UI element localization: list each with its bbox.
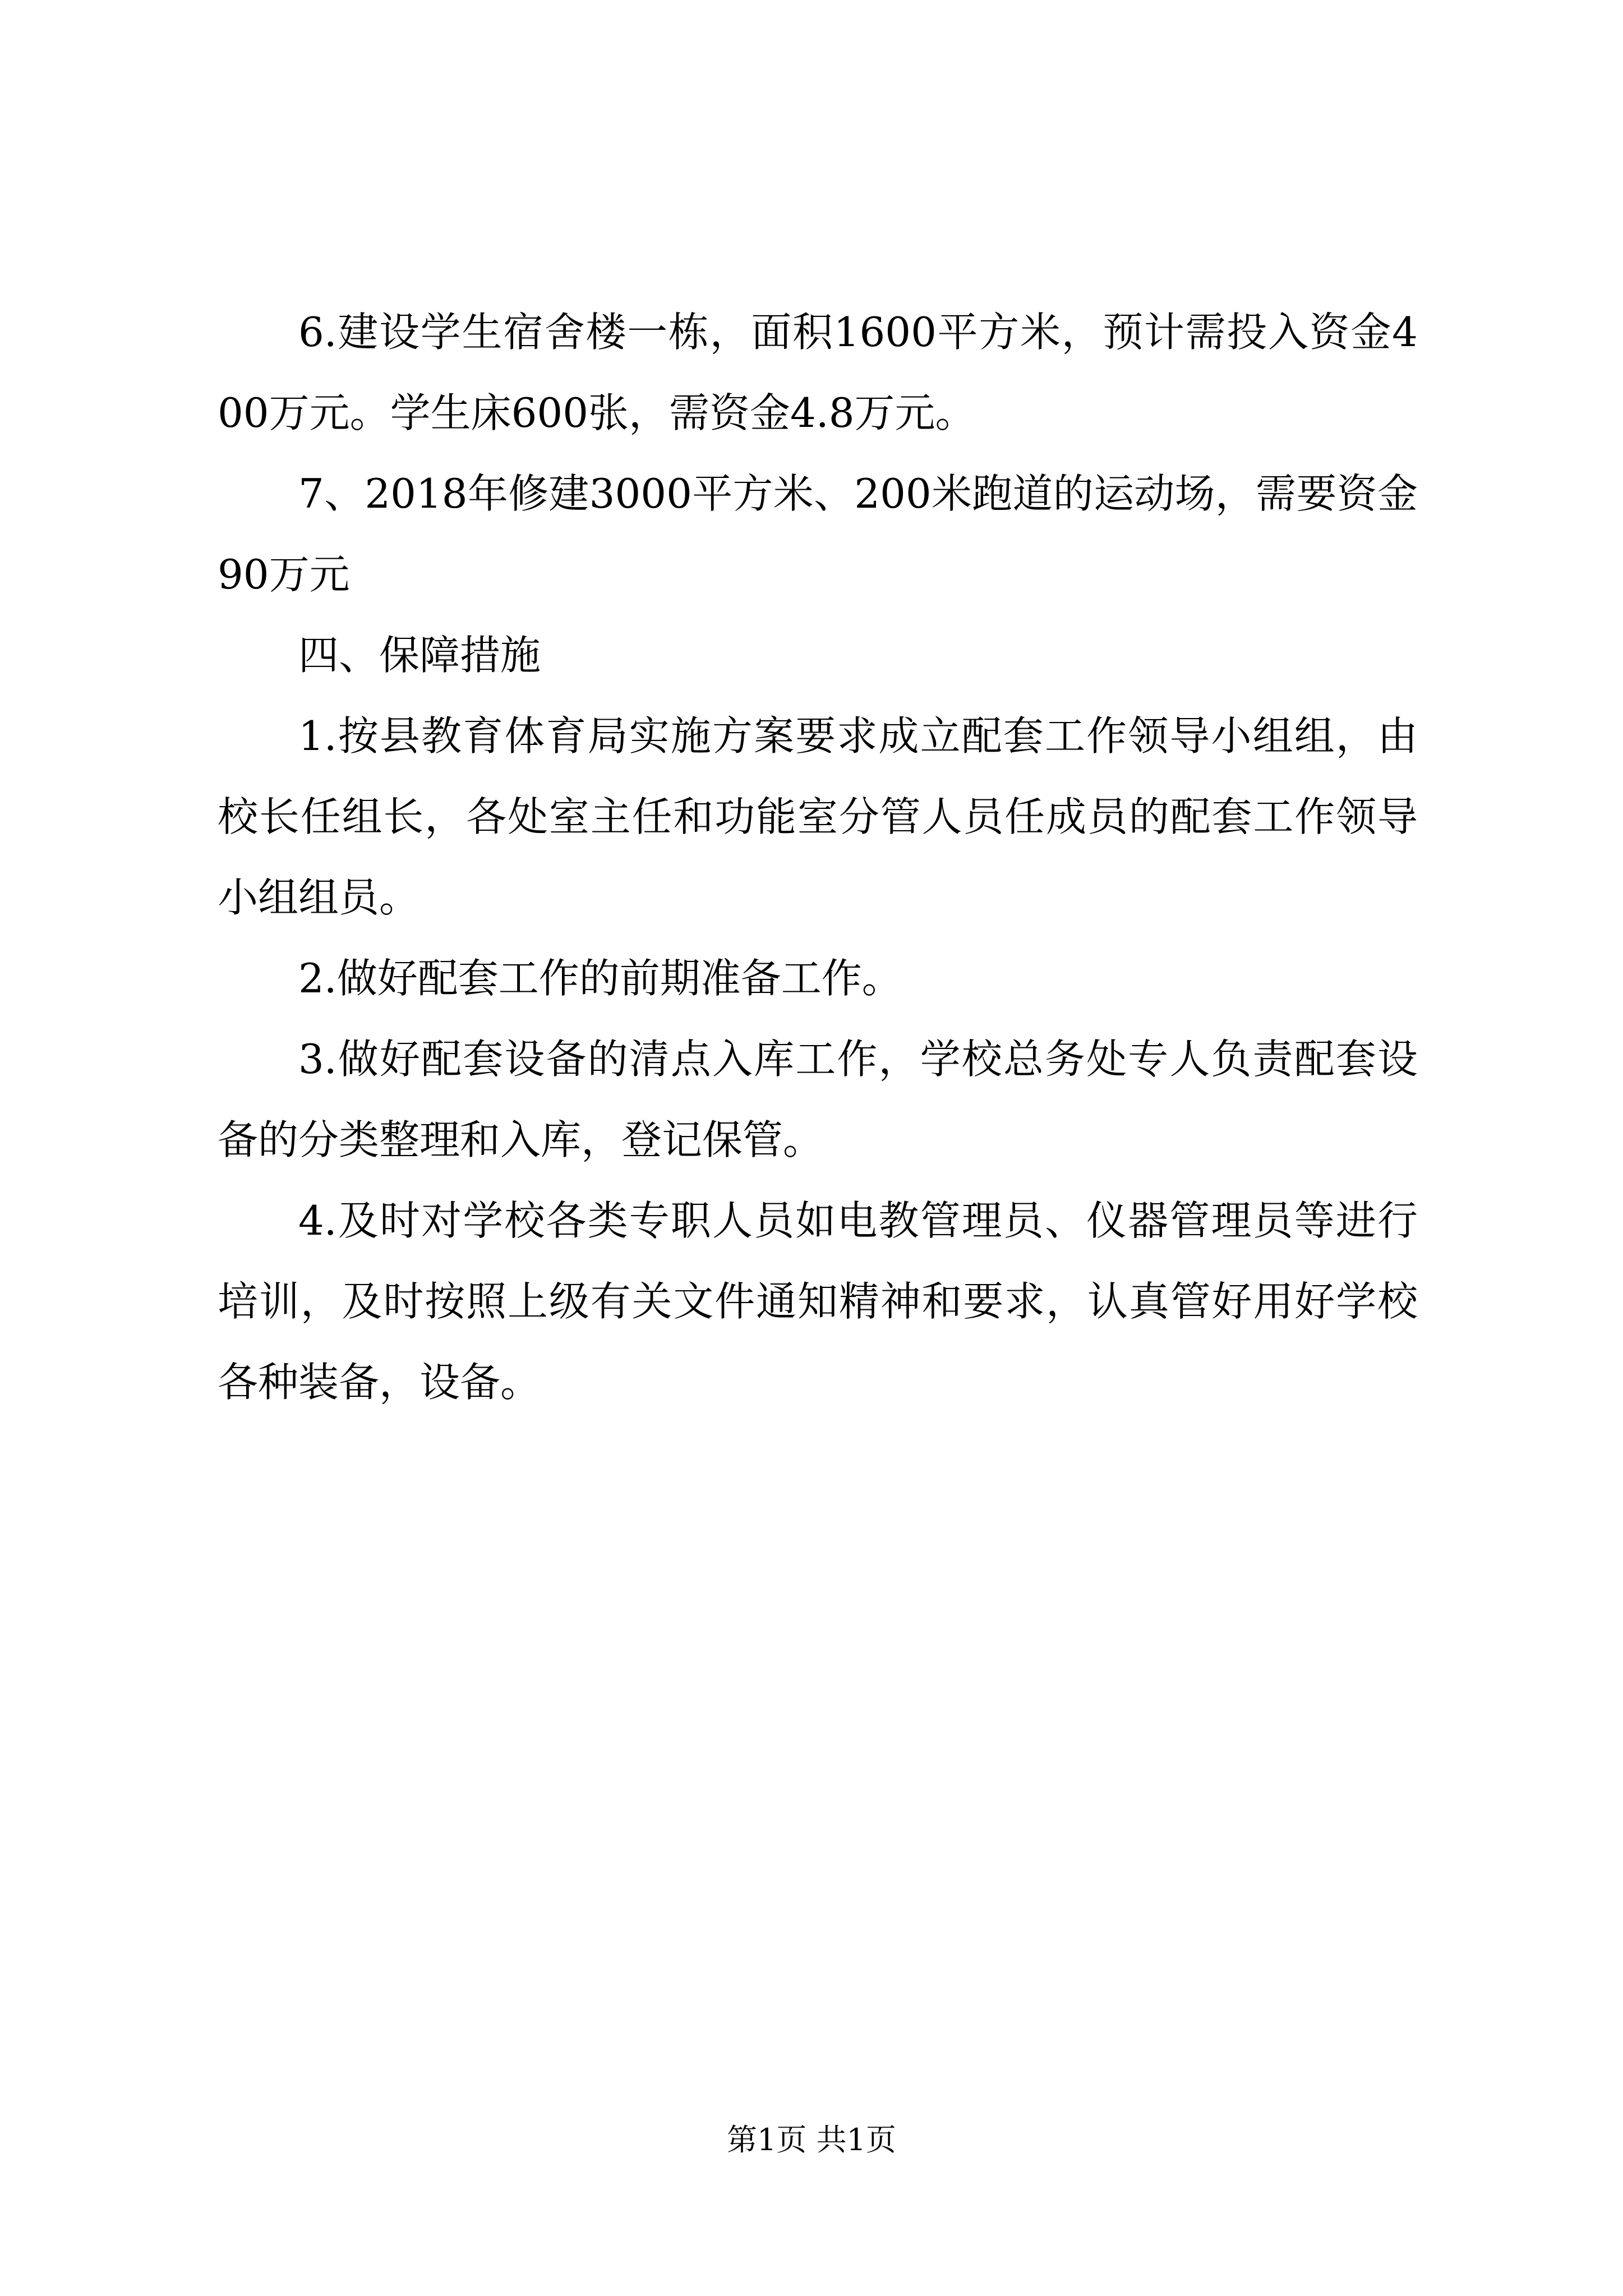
paragraph-measure-3: 3.做好配套设备的清点入库工作，学校总务处专人负责配套设备的分类整理和入库，登记保管。 <box>218 1036 1418 1163</box>
page-footer: 第1页 共1页 <box>727 2122 896 2157</box>
document-body <box>218 292 1418 1423</box>
section-heading-safeguards: 四、保障措施 <box>298 632 541 679</box>
paragraph-measure-4: 4.及时对学校各类专职人员如电教管理员、仪器管理员等进行培训，及时按照上级有关文件通知精神和要求，认真管好用好学校各种装备，设备。 <box>218 1197 1418 1406</box>
paragraph-item-7: 7、2018年修建3000平方米、200米跑道的运动场，需要资金90万元 <box>218 470 1418 598</box>
paragraph-measure-2: 2.做好配套工作的前期准备工作。 <box>298 955 902 1002</box>
paragraph-item-6: 6.建设学生宿舍楼一栋，面积1600平方米，预计需投入资金400万元。学生床600张，需资金4.8万元。 <box>218 309 1418 436</box>
paragraph-measure-1: 1.按县教育体育局实施方案要求成立配套工作领导小组组，由校长任组长，各处室主任和功能室分管人员任成员的配套工作领导小组组员。 <box>218 712 1418 921</box>
